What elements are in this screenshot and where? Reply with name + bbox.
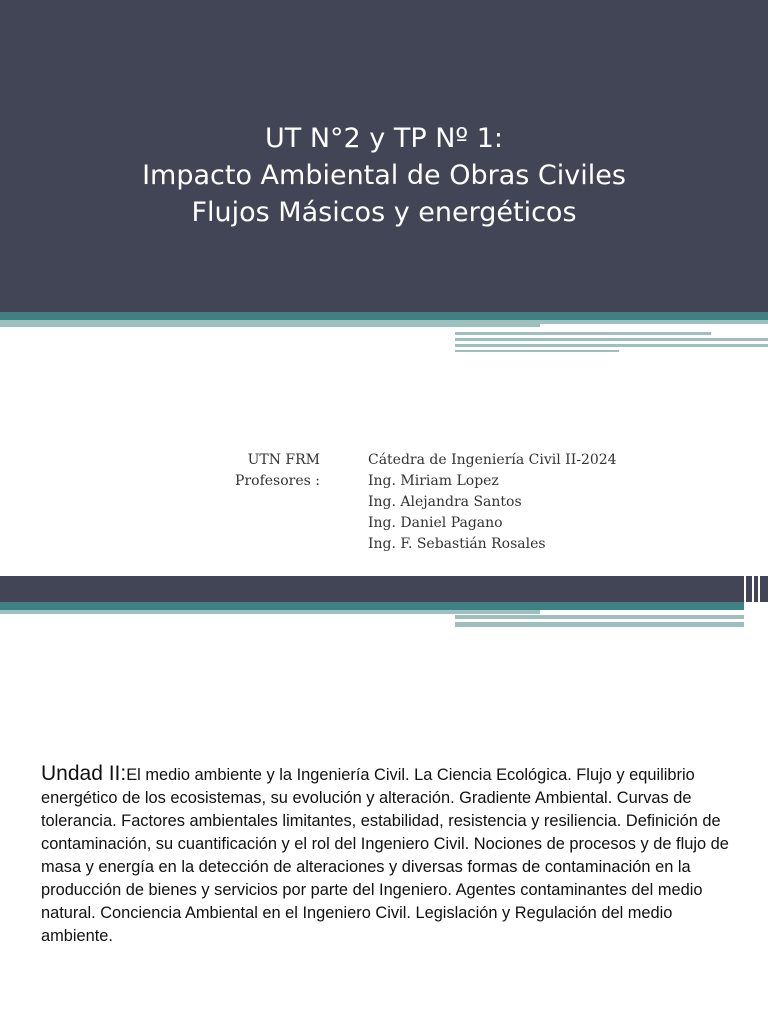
title-line-2: Impacto Ambiental de Obras Civiles — [142, 160, 626, 191]
credits-labels — [150, 450, 320, 492]
bar-vertical-line — [744, 576, 746, 628]
unit-description — [41, 762, 731, 948]
professor-name: Ing. Miriam Lopez — [368, 473, 499, 489]
slide2-header-bar — [0, 576, 768, 602]
header-stripe-line — [455, 344, 768, 347]
header-stripe-light-teal — [540, 320, 768, 324]
unit-body: El medio ambiente y la Ingeniería Civil. La Ciencia Ecológica. Flujo y equilibrio energético de los ecosistemas, su evolución y alteración. Gradiente Ambiental. Curvas de tolerancia. Factores ambientales limitantes, estabilidad, resistencia y resiliencia. Definición de contaminación, su cuantificación y el rol del Ingeniero Civil. Nociones de procesos y de flujo de masa y energía en la detección de alteraciones y diversas formas de contaminación en la producción de bienes y servicios por parte del Ingeniero. Agentes contaminantes del medio natural. Conciencia Ambiental en el Ingeniero Civil. Legislación y Regulación del medio ambiente. — [41, 766, 729, 945]
slide2-stripe-line — [455, 622, 744, 627]
professor-name: Ing. F. Sebastián Rosales — [368, 536, 546, 552]
header-stripe-teal — [0, 312, 768, 320]
header-stripe-line — [455, 350, 619, 352]
bar-vertical-line — [758, 576, 760, 628]
professor-name: Ing. Daniel Pagano — [368, 515, 503, 531]
title-line-3: Flujos Másicos y energéticos — [191, 197, 577, 228]
header-stripe-line — [455, 332, 711, 335]
header-stripe-light-teal — [0, 320, 540, 327]
professors-label: Profesores : — [235, 473, 320, 489]
institution-label: UTN FRM — [247, 452, 320, 468]
chair-name: Cátedra de Ingeniería Civil II-2024 — [368, 452, 617, 468]
bar-vertical-line — [752, 576, 754, 628]
header-stripe-line — [455, 338, 768, 341]
slide2-stripe-teal — [0, 602, 744, 610]
unit-heading: Undad II: — [41, 762, 127, 785]
professor-name: Ing. Alejandra Santos — [368, 494, 522, 510]
title-slide-header — [0, 0, 768, 312]
slide-title — [0, 120, 768, 231]
slide2-stripe-light-teal — [0, 610, 540, 614]
credits-values — [368, 450, 698, 555]
slide2-stripe-line — [455, 615, 744, 619]
title-line-1: UT N°2 y TP Nº 1: — [265, 123, 503, 154]
